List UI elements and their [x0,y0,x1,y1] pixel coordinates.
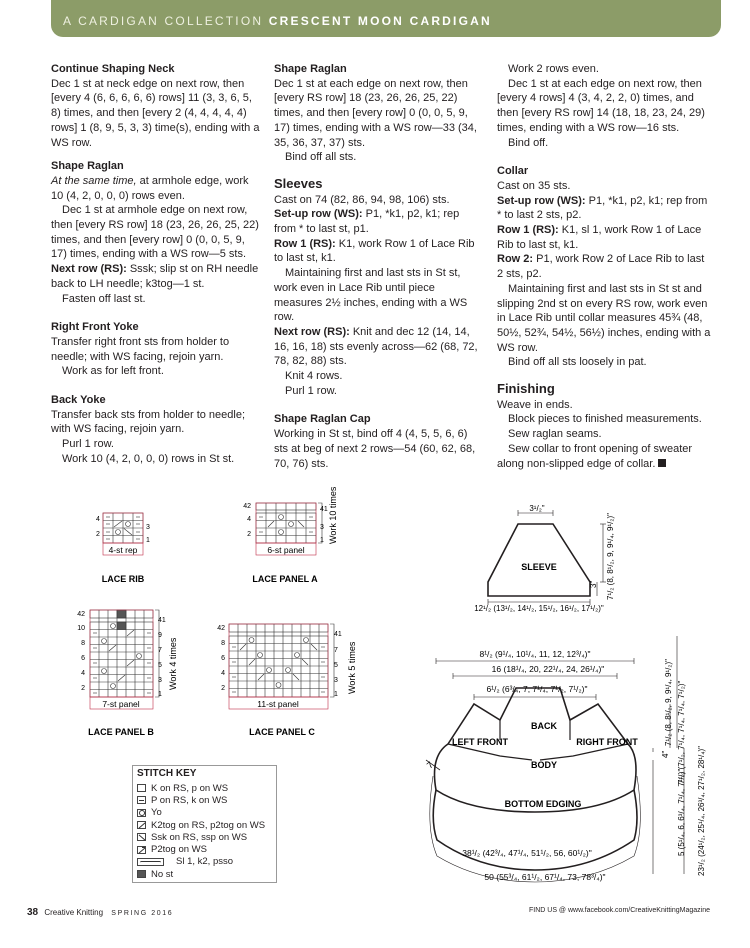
body-length-dim: 5 (5¹/₄, 6, 6³/₄, 7¹/₄, 7¹/₂)" [677,768,686,856]
row-number: 41 [320,506,328,513]
paragraph: Cast on 74 (82, 86, 94, 98, 106) sts. [274,193,450,206]
text: P1, *k1, p2, k1; rep from * to last st, p1. [274,208,460,236]
row-label: Row 1 (RS): [497,224,559,237]
panel-b-rep: 7-st panel [102,699,140,709]
paragraph: Work 2 rows even. [508,63,599,75]
text: K1, work Row 1 of Lace Rib to last st, k1. [274,237,475,265]
paragraph: Purl 1 row. [285,384,337,397]
key-item [137,819,276,831]
back-width-dim: 16 (18¹/₄, 20, 22¹/₄, 24, 26¹/₄)" [491,664,605,674]
neck-width-dim: 6¹/₂ (6³/₄, 7, 7¹/₄, 7¹/₂, 7¹/₂)" [486,684,588,694]
row-number: 3 [334,677,338,684]
paragraph: Weave in ends. [497,398,573,411]
paragraph: Transfer right front sts from holder to needle; with WS facing, rejoin yarn. [51,335,230,363]
row-label: Set-up row (WS): [274,208,363,221]
collection-name: A CARDIGAN COLLECTION [63,14,264,28]
paragraph: Dec 1 st at each edge on next row, then [every RS row] 18 (23, 26, 26, 25, 22) times, and then [every row] 0 (0, 0, 5, 9, 17) times, ending with a WS row—33 (34, 35, 36, 37, 37) sts. [274,77,477,149]
row-number: 1 [146,537,150,544]
bottom-edging-label: BOTTOM EDGING [504,799,582,809]
key-text: Ssk on RS, ssp on WS [151,831,248,843]
issue-label: SPRING 2016 [111,910,174,917]
paragraph: Dec 1 st at each edge on next row, then [every 4 rows] 4 (3, 4, 2, 2, 0) times, and then [every RS row] 14 (18, 18, 23, 24, 29) times, ending with a WS row—16 sts. [497,77,705,134]
left-front-label: LEFT FRONT [452,737,508,747]
key-item [137,807,276,819]
sleeve-schematic [488,510,606,605]
row-number: 9 [158,632,162,639]
hem-inner-dim: 38¹/₂ (42³/₄, 47¹/₄, 51¹/₂, 56, 60¹/₂)" [462,848,592,858]
row-number: 4 [221,670,225,677]
row-number: 3 [146,524,150,531]
body-label: BODY [530,760,558,770]
row-label: Next row (RS): [51,263,127,276]
panel-b-side-note: Work 4 times [168,637,178,690]
row-number: 5 [334,662,338,669]
sleeve-cuff-dim: 3" [589,580,598,588]
row-label: Row 1 (RS): [274,237,336,250]
p2tog-icon [137,846,146,854]
row-number: 7 [158,647,162,654]
key-item [137,831,276,843]
section-heading: Shape Raglan [51,160,124,173]
right-front-label: RIGHT FRONT [576,737,638,747]
stitch-key [132,765,277,883]
arrow-label: 7 [424,759,436,771]
text: P1, work Row 2 of Lace Rib to last 2 sts, p2. [497,253,705,281]
row-number: 1 [320,537,324,544]
section-heading: Shape Raglan [274,63,347,75]
row-number: 4 [81,670,85,677]
text: Knit and dec 12 (14, 14, 16, 16, 18) sts evenly across—62 (68, 72, 78, 82, 88) sts. [274,325,478,368]
ssk-backslash-icon [137,833,146,841]
emphasis: At the same time, [51,174,137,187]
row-number: 1 [334,691,338,698]
row-number: 4 [247,516,251,523]
panel-a-side-note: Work 10 times [328,486,338,544]
row-number: 6 [81,655,85,662]
sleeve-bottom-dim: 12¹/₂ (13¹/₂, 14¹/₂, 15¹/₂, 16¹/₂, 17¹/₂)" [474,604,604,613]
row-number: 5 [158,662,162,669]
row-label: Set-up row (WS): [497,194,586,207]
key-item [137,794,276,806]
text: Sew collar to front opening of sweater along non-slipped edge of collar. [497,442,693,470]
row-number: 42 [217,625,225,632]
sl1-k2-psso-icon [137,858,164,866]
sleeve-top-dim: 3¹/₂" [529,504,545,513]
panel-a-rep: 6-st panel [267,545,305,555]
key-text: K2tog on RS, p2tog on WS [151,819,266,831]
paragraph: Work as for left front. [62,365,164,378]
paragraph: Purl 1 row. [62,438,114,451]
section-heading: Right Front Yoke [51,321,139,334]
paragraph: Knit 4 rows. [285,370,343,383]
section-heading: Sleeves [274,175,323,191]
text: K1, sl 1, work Row 1 of Lace Rib to last st, k1. [497,224,702,251]
key-text: P on RS, k on WS [151,794,228,806]
shoulder-dim: 4" [661,750,670,758]
section-heading: Collar [497,165,529,178]
total-length-dim: 23¹/₂ (24¹/₂, 25¹/₄, 26³/₄, 27¹/₂, 28¹/₄)" [697,746,706,876]
text: P1, *k1, p2, k1; rep from * to last 2 sts, p2. [497,194,708,222]
lace-rib-label: LACE RIB [101,574,145,584]
section-heading: Continue Shaping Neck [51,63,175,75]
section-heading: Back Yoke [51,394,106,407]
empty-box-icon [137,784,146,792]
text: Sssk; slip st on RH needle back to LH needle; k3tog—1 st. [51,263,259,290]
row-number: 3 [320,524,324,531]
paragraph: Sew raglan seams. [508,428,602,441]
no-stitch-icon [137,870,146,878]
paragraph: Cast on 35 sts. [497,179,571,192]
key-text: P2tog on WS [151,844,207,856]
row-number: 2 [221,685,225,692]
row-label: Row 2: [497,253,534,266]
paragraph: Bind off all sts. [285,151,357,164]
depth-dim: 7¹/₂ (7¹/₂, 7¹/₄, 7¹/₄, 7¹/₄, 7¹/₂)" [677,680,686,784]
lace-panel-c-chart [229,624,334,709]
stitch-key-title: STITCH KEY [137,768,197,779]
paragraph: Work 10 (4, 2, 0, 0, 0) rows in St st. [62,452,235,465]
dash-box-icon [137,796,146,804]
key-text: Sl 1, k2, psso [176,856,234,868]
hem-outer-dim: 50 (55³/₄, 61¹/₂, 67¹/₄, 73, 78³/₄)" [484,872,606,882]
row-number: 41 [158,617,166,624]
row-number: 3 [158,677,162,684]
lace-panel-b-label: LACE PANEL B [88,727,154,737]
key-item [137,782,276,794]
paragraph: Bind off. [508,136,549,149]
row-number: 42 [77,611,85,618]
lace-rib-rep: 4-st rep [108,545,138,555]
sleeve-label: SLEEVE [521,562,557,572]
lace-panel-b-chart [90,610,159,709]
sleeve-side-dim: 7¹/₂ (8, 8¹/₂, 9, 9¹/₄, 9¹/₂)" [606,513,615,600]
panel-c-rep: 11-st panel [257,699,299,709]
row-number: 41 [334,631,342,638]
paragraph: Fasten off last st. [62,292,146,305]
collar-width-dim: 8¹/₂ (9¹/₄, 10¹/₄, 11, 12, 12³/₄)" [479,649,591,659]
key-item [137,843,276,855]
row-number: 42 [243,503,251,510]
magazine-name: Creative Knitting [44,908,104,917]
paragraph: Maintaining first and last sts in St st, work even in Lace Rib until piece measures 2½ inches, ending with a WS row. [274,267,468,324]
paragraph: Dec 1 st at neck edge on next row, then [every 4 (6, 6, 6, 6, 6) rows] 11 (3, 3, 6, 5, 8) times, and then [every 2 (4, 4, 4, 4, 4) rows] 1 (8, 9, 5, 3, 3) time(s), ending with a WS row. [51,77,260,149]
row-number: 7 [334,647,338,654]
armhole-dim: 7¹/₂ (8, 8¹/₂, 9, 9¹/₄, 9¹/₂)" [664,659,673,746]
pattern-title: CRESCENT MOON CARDIGAN [268,14,492,28]
key-item [137,868,276,880]
panel-c-side-note: Work 5 times [347,641,357,694]
row-number: 8 [81,640,85,647]
row-number: 4 [96,516,100,523]
k2tog-slash-icon [137,821,146,829]
paragraph: Transfer back sts from holder to needle; with WS facing, rejoin yarn. [51,408,246,436]
footer-right: FIND US @ www.facebook.com/CreativeKnittingMagazine [528,907,710,914]
row-number: 8 [221,640,225,647]
row-number: 2 [81,685,85,692]
row-number: 6 [221,655,225,662]
paragraph: Dec 1 st at armhole edge on next row, then [every RS row] 18 (23, 26, 26, 25, 22) times, and then [every row] 0 (0, 0, 5, 9, 17) times, ending with a WS row—5 sts. [51,204,259,261]
back-label: BACK [531,721,557,731]
paragraph: Maintaining first and last sts in St st and slipping 2nd st on every RS row, work even in Lace Rib until collar measures 45¾ (48, 50½, 52¾, 54½, 56½) inches, ending with a WS row. [497,282,711,354]
section-heading: Shape Raglan Cap [274,413,371,426]
paragraph: Bind off all sts loosely in pat. [508,356,647,369]
lace-panel-a-label: LACE PANEL A [252,574,318,584]
paragraph: Block pieces to finished measurements. [508,413,702,426]
yo-circle-icon [137,809,146,817]
lace-panel-c-label: LACE PANEL C [249,727,315,737]
row-number: 1 [158,691,162,698]
key-text: K on RS, p on WS [151,782,229,794]
row-number: 2 [96,531,100,538]
text: at armhole edge, work 10 (4, 2, 0, 0, 0) rows even. [51,174,249,202]
key-text: Yo [151,807,162,819]
section-heading: Finishing [497,381,555,397]
key-item [137,856,276,868]
row-label: Next row (RS): [274,325,350,338]
row-number: 2 [247,531,251,538]
footer-left [27,907,173,918]
paragraph: Working in St st, bind off 4 (4, 5, 5, 6, 6) sts at beg of next 2 rows—54 (60, 62, 68, 70, 76) sts. [274,428,476,470]
row-number: 10 [77,625,85,632]
page-number: 38 [27,907,39,918]
key-text: No st [151,868,174,880]
